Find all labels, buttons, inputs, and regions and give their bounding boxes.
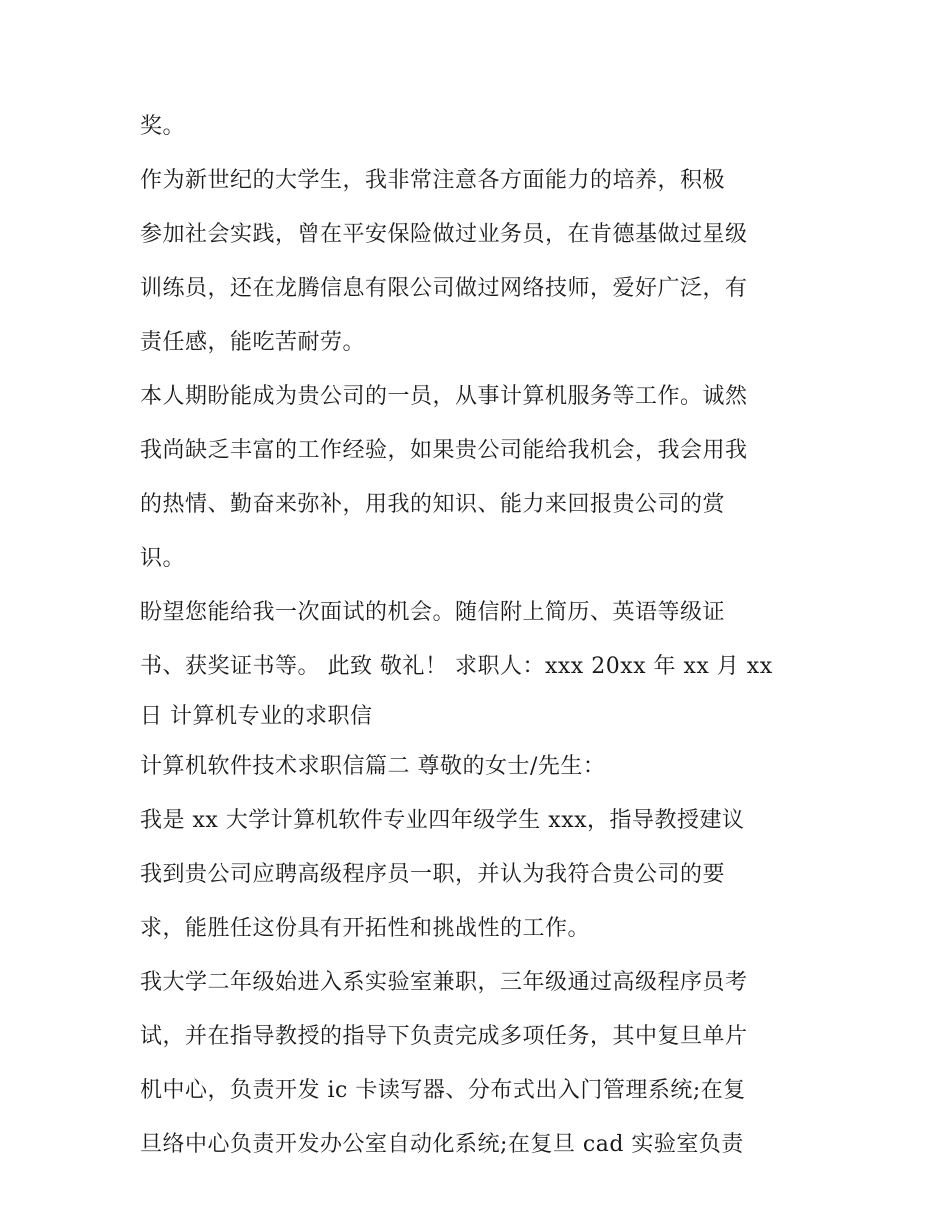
text-line: 参加社会实践，曾在平安保险做过业务员，在肯德基做过星级 [140,222,748,247]
text-line: 奖。 [140,114,186,139]
text-line: 机中心，负责开发 ic 卡读写器、分布式出入门管理系统;在复 [140,1078,746,1103]
text-line: 识。 [140,546,186,571]
document-page [140,100,820,1172]
text-line: 我尚缺乏丰富的工作经验，如果贵公司能给我机会，我会用我 [140,438,748,463]
text-line: 求，能胜任这份具有开拓性和挑战性的工作。 [140,916,591,941]
text-line: 我是 xx 大学计算机软件专业四年级学生 xxx，指导教授建议 [140,808,745,833]
text-line: 本人期盼能成为贵公司的一员，从事计算机服务等工作。诚然 [140,384,748,409]
text-line: 书、获奖证书等。 此致 敬礼！ 求职人：xxx 20xx 年 xx 月 xx [140,654,773,679]
text-line: 的热情、勤奋来弥补，用我的知识、能力来回报贵公司的赏 [140,492,726,517]
text-line: 旦络中心负责开发办公室自动化系统;在复旦 cad 实验室负责 [140,1132,744,1157]
text-line: 试，并在指导教授的指导下负责完成多项任务，其中复旦单片 [140,1024,748,1049]
text-line: 日 计算机专业的求职信 [140,704,373,729]
text-line: 训练员，还在龙腾信息有限公司做过网络技师，爱好广泛，有 [140,276,748,301]
text-line: 作为新世纪的大学生，我非常注意各方面能力的培养，积极 [140,168,726,193]
text-line: 我大学二年级始进入系实验室兼职，三年级通过高级程序员考 [140,970,748,995]
text-line: 责任感，能吃苦耐劳。 [140,330,366,355]
text-line: 我到贵公司应聘高级程序员一职，并认为我符合贵公司的要 [140,862,726,887]
text-line: 盼望您能给我一次面试的机会。随信附上简历、英语等级证 [140,600,726,625]
text-line: 计算机软件技术求职信篇二 尊敬的女士/先生： [140,754,606,779]
